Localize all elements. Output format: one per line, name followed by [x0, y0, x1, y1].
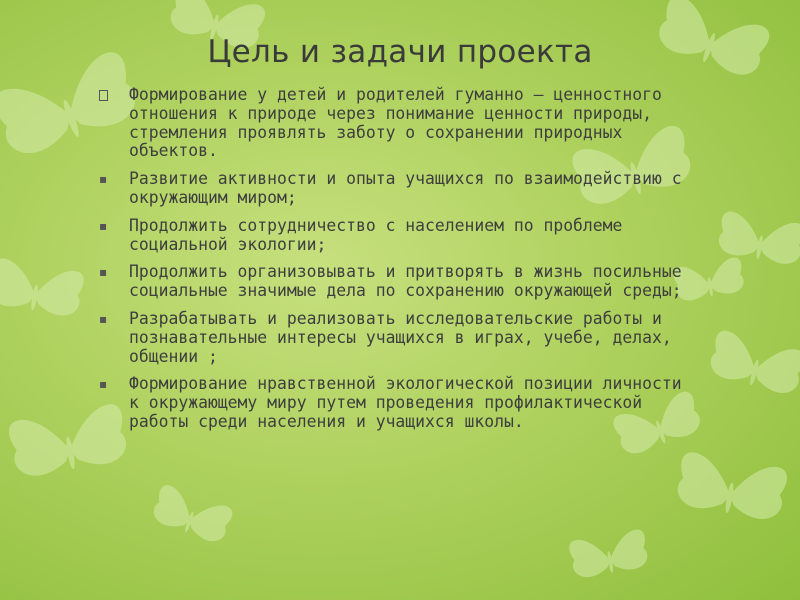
list-item: [96, 86, 696, 161]
butterfly-icon: [707, 329, 800, 398]
butterfly-icon: [150, 483, 235, 545]
list-item-text: Формирование у детей и родителей гуманно – ценностного отношения к природе через понимание ценности природы, стремления проявлять заботу о сохранении природных объектов.: [129, 85, 662, 161]
dot-bullet-icon: ▪: [99, 218, 108, 233]
list-item-text: Развитие активности и опыта учащихся по взаимодействию с окружающим миром;: [129, 169, 682, 207]
list-item-text: Формирование нравственной экологической позиции личности к окружающему миру путем проведения профилактической работы среди населения и учащихся школы.: [129, 374, 682, 431]
goals-list: [96, 86, 696, 441]
list-item: [96, 310, 696, 366]
list-item-text: Продолжить сотрудничество с населением по проблеме социальной экологии;: [129, 215, 623, 254]
dot-bullet-icon: ▪: [99, 265, 108, 280]
box-bullet-icon: [99, 90, 108, 101]
dot-bullet-icon: ▪: [99, 172, 108, 187]
dot-bullet-icon: ▪: [99, 377, 108, 392]
list-item: [96, 375, 696, 431]
butterfly-icon: [674, 451, 789, 523]
list-item: [96, 217, 696, 255]
list-item: [96, 170, 696, 208]
butterfly-icon: [568, 528, 650, 579]
dot-bullet-icon: ▪: [99, 311, 108, 326]
list-item: [96, 263, 696, 301]
list-item-text: Продолжить организовывать и притворять в жизнь посильные социальные значимые дела по сохранению окружающей среды;: [129, 262, 682, 301]
butterfly-icon: [716, 210, 800, 266]
slide-title: Цель и задачи проекта: [207, 34, 593, 70]
butterfly-icon: [0, 257, 85, 319]
list-item-text: Разрабатывать и реализовать исследовательские работы и познавательные интересы учащихся в играх, учебе, делах, общении ;: [129, 308, 672, 366]
